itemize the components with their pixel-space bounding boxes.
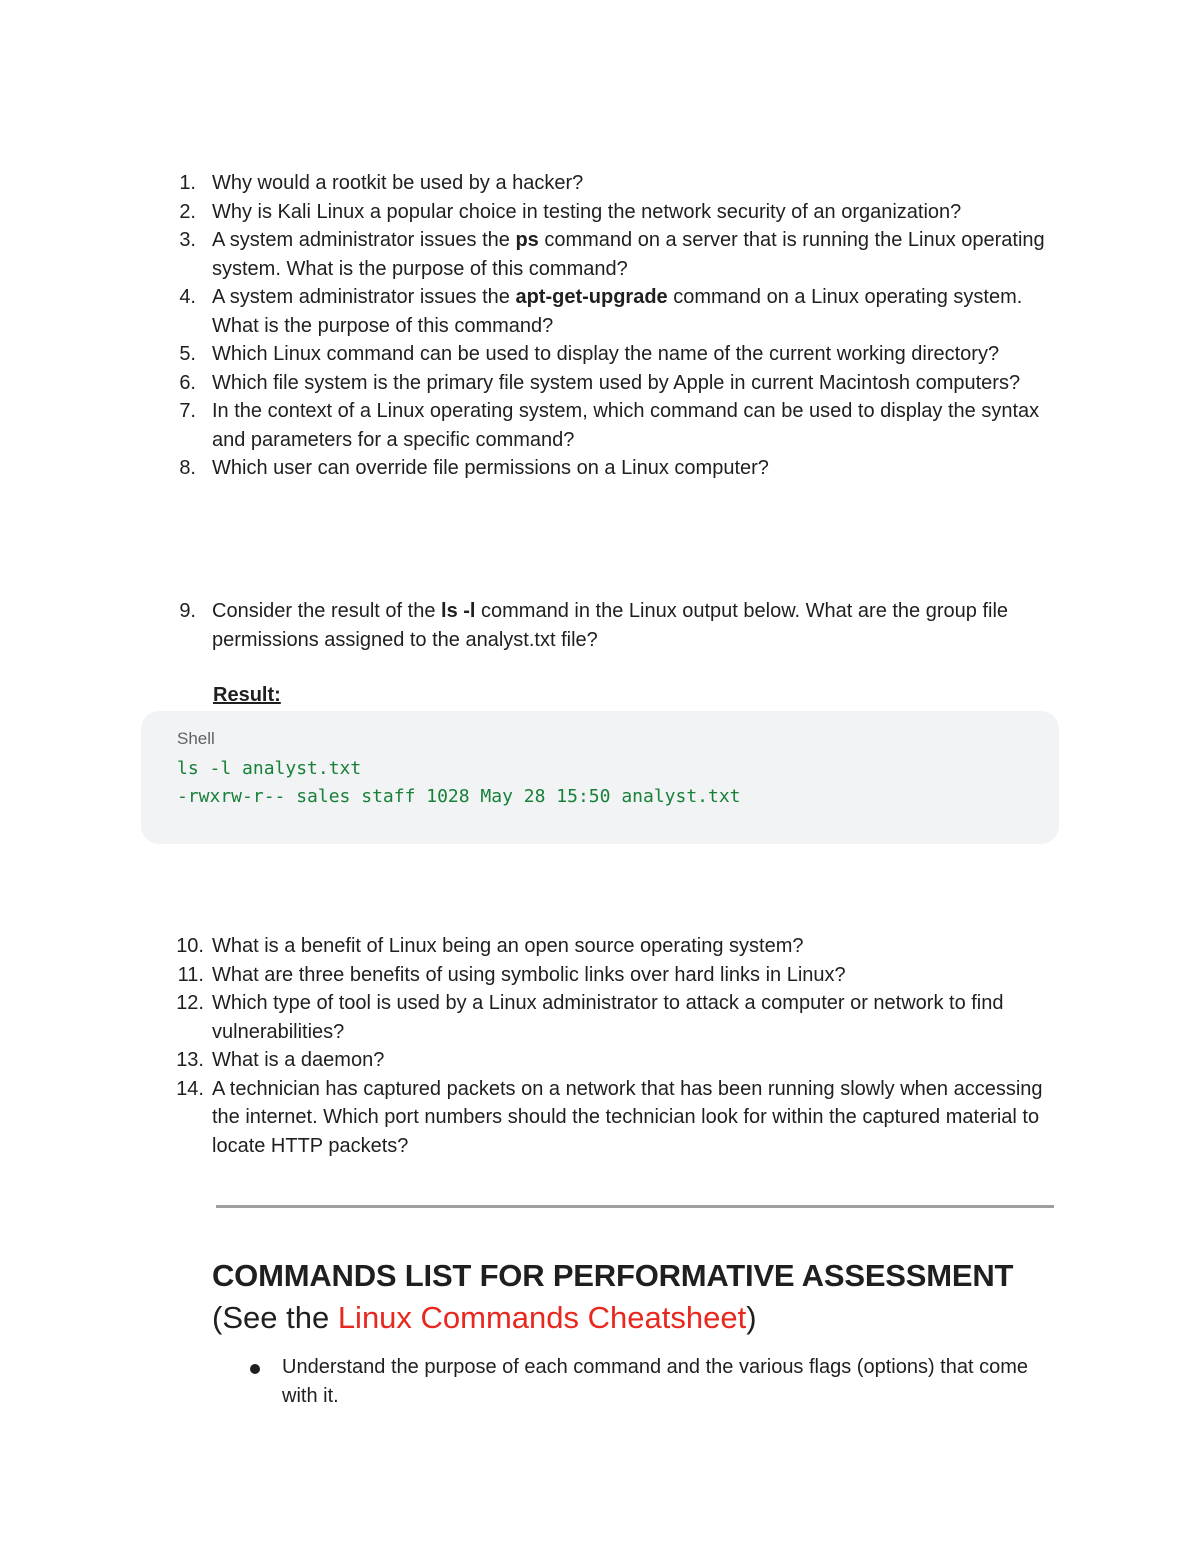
question-item bbox=[0, 369, 1052, 398]
question-text: Why is Kali Linux a popular choice in testing the network security of an organization? bbox=[212, 200, 962, 223]
section-subtitle bbox=[212, 1300, 757, 1336]
question-number: 13. bbox=[176, 1049, 204, 1071]
question-list-part1 bbox=[0, 169, 1200, 483]
question-text-before: A system administrator issues the bbox=[212, 286, 516, 308]
question-number: 4. bbox=[179, 286, 196, 308]
question-number: 14. bbox=[176, 1077, 204, 1100]
code-language-label: Shell bbox=[177, 729, 215, 748]
question-item bbox=[0, 454, 1052, 483]
question-text: What is a benefit of Linux being an open source operating system? bbox=[212, 935, 804, 957]
cheatsheet-link[interactable]: Linux Commands Cheatsheet bbox=[337, 1300, 747, 1335]
horizontal-divider bbox=[216, 1205, 1054, 1208]
question-number: 10. bbox=[176, 935, 204, 957]
question-number: 12. bbox=[176, 992, 204, 1014]
question-text: Why would a rootkit be used by a hacker? bbox=[212, 172, 584, 194]
question-item bbox=[0, 340, 1052, 369]
question-list-part2 bbox=[0, 932, 1200, 1160]
question-text-after: command on a Linux operating system. What is the purpose of this command? bbox=[212, 286, 1023, 337]
code-line-output: -rwxrw-r-- sales staff 1028 May 28 15:50 analyst.txt bbox=[177, 786, 741, 807]
question-text-before: A system administrator issues the bbox=[212, 229, 516, 251]
question-item bbox=[0, 961, 1052, 990]
question-item bbox=[0, 597, 1052, 654]
question-number: 7. bbox=[179, 400, 196, 422]
question-text-before: Consider the result of the bbox=[212, 600, 442, 622]
question-item bbox=[0, 198, 1052, 227]
question-text: What are three benefits of using symbolic links over hard links in Linux? bbox=[212, 963, 846, 986]
question-number: 1. bbox=[179, 172, 196, 194]
bullet-text: Understand the purpose of each command and the various flags (options) that come with it. bbox=[282, 1356, 1028, 1407]
code-block bbox=[141, 711, 1059, 844]
question-item bbox=[0, 1075, 1052, 1161]
question-text-after: command in the Linux output below. What are the group file permissions assigned to the analyst.txt file? bbox=[212, 600, 1009, 651]
question-item bbox=[0, 226, 1052, 283]
command-keyword: ls -l bbox=[441, 600, 476, 622]
question-text: Which type of tool is used by a Linux administrator to attack a computer or network to find vulnerabilities? bbox=[212, 992, 1004, 1043]
question-number: 2. bbox=[179, 200, 196, 223]
bullet-dot-icon bbox=[250, 1364, 260, 1374]
command-keyword: ps bbox=[515, 229, 539, 251]
question-item bbox=[0, 169, 1052, 198]
question-text: A technician has captured packets on a network that has been running slowly when accessing the internet. Which port numbers should the technician look for within the captured material to locate HTTP packets? bbox=[212, 1077, 1043, 1157]
question-text-after: command on a server that is running the Linux operating system. What is the purpose of this command? bbox=[212, 229, 1045, 280]
question-text: What is a daemon? bbox=[212, 1049, 385, 1071]
code-line-command: ls -l analyst.txt bbox=[177, 758, 362, 779]
command-keyword: apt-get-upgrade bbox=[515, 286, 668, 308]
question-number: 6. bbox=[179, 371, 196, 394]
question-item bbox=[0, 932, 1052, 961]
question-number: 9. bbox=[179, 600, 196, 622]
question-item bbox=[0, 283, 1052, 340]
subtitle-close: ) bbox=[746, 1300, 757, 1335]
question-9-block bbox=[0, 597, 1200, 654]
question-text: Which user can override file permissions on a Linux computer? bbox=[212, 457, 769, 479]
question-number: 5. bbox=[179, 343, 196, 365]
question-item bbox=[0, 989, 1052, 1046]
result-label: Result: bbox=[213, 684, 281, 706]
question-text: In the context of a Linux operating system, which command can be used to display the syntax and parameters for a specific command? bbox=[212, 400, 1040, 451]
question-text: Which Linux command can be used to display the name of the current working directory? bbox=[212, 343, 1000, 365]
question-item bbox=[0, 1046, 1052, 1075]
question-text: Which file system is the primary file system used by Apple in current Macintosh computers? bbox=[212, 371, 1021, 394]
question-number: 11. bbox=[177, 963, 204, 986]
question-number: 3. bbox=[179, 229, 196, 251]
question-item bbox=[0, 397, 1052, 454]
subtitle-open: (See the bbox=[212, 1300, 338, 1335]
section-title: COMMANDS LIST FOR PERFORMATIVE ASSESSMENT bbox=[212, 1258, 1014, 1293]
question-number: 8. bbox=[179, 457, 196, 479]
